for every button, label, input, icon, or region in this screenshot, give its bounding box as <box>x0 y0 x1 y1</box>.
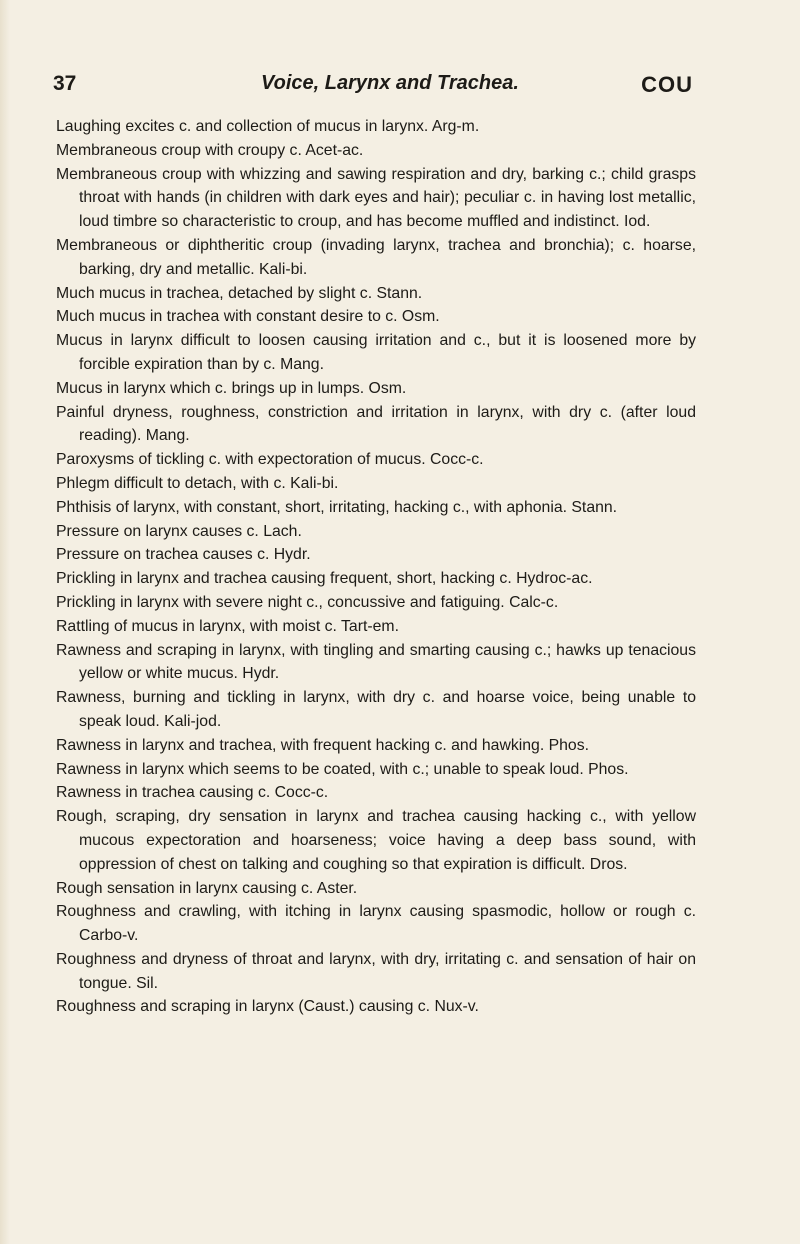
entry: Mucus in larynx difficult to loosen causing irritation and c., but it is loosened more by forcible expiration than by c. Mang. <box>56 332 696 373</box>
page-title: Voice, Larynx and Trachea. <box>261 72 519 94</box>
entry: Roughness and scraping in larynx (Caust.) causing c. Nux-v. <box>56 998 479 1016</box>
running-header <box>53 72 693 102</box>
entry: Rawness in trachea causing c. Cocc-c. <box>56 784 329 802</box>
entry: Much mucus in trachea, detached by slight c. Stann. <box>56 284 423 302</box>
entry: Roughness and crawling, with itching in larynx causing spasmodic, hollow or rough c. Carbo-v. <box>56 903 696 945</box>
section-code: COU <box>641 72 693 97</box>
entry: Membraneous croup with whizzing and sawing respiration and dry, barking c.; child grasps throat with hands (in children with dark eyes and hair); peculiar c. in having lost metallic, loud timbre so characteristic to croup, and has become muffled and indistinct. Iod. <box>56 165 696 231</box>
entry: Pressure on larynx causes c. Lach. <box>56 522 302 540</box>
entry: Phthisis of larynx, with constant, short, irritating, hacking c., with aphonia. Stann. <box>56 498 618 516</box>
entry: Membraneous or diphtheritic croup (invading larynx, trachea and bronchia); c. hoarse, barking, dry and metallic. Kali-bi. <box>56 236 696 278</box>
entry: Rough sensation in larynx causing c. Aster. <box>56 879 358 897</box>
entry: Pressure on trachea causes c. Hydr. <box>56 546 311 564</box>
entry: Rattling of mucus in larynx, with moist c. Tart-em. <box>56 617 399 635</box>
entry: Rawness in larynx and trachea, with frequent hacking c. and hawking. Phos. <box>56 736 590 754</box>
page-number: 37 <box>53 72 77 95</box>
page-binding-edge <box>0 0 10 1244</box>
entry: Painful dryness, roughness, constriction and irritation in larynx, with dry c. (after loud reading). Mang. <box>56 403 696 445</box>
entry: Prickling in larynx and trachea causing frequent, short, hacking c. Hydroc-ac. <box>56 570 593 588</box>
entry: Phlegm difficult to detach, with c. Kali-bi. <box>56 474 339 492</box>
entry: Rawness in larynx which seems to be coated, with c.; unable to speak loud. Phos. <box>56 760 629 778</box>
symptom-entries <box>56 115 696 1019</box>
entry: Roughness and dryness of throat and larynx, with dry, irritating c. and sensation of hair on tongue. Sil. <box>56 950 696 992</box>
entry: Rough, scraping, dry sensation in larynx and trachea causing hacking c., with yellow mucous expectoration and hoarseness; voice having a deep bass sound, with oppression of chest on talking and coughing so that expiration is difficult. Dros. <box>56 808 696 873</box>
entry: Prickling in larynx with severe night c., concussive and fatiguing. Calc-c. <box>56 593 559 611</box>
entry: Paroxysms of tickling c. with expectoration of mucus. Cocc-c. <box>56 451 484 469</box>
entry: Membraneous croup with croupy c. Acet-ac. <box>56 141 364 159</box>
entry: Rawness and scraping in larynx, with tingling and smarting causing c.; hawks up tenacious yellow or white mucus. Hydr. <box>56 641 696 683</box>
entry: Mucus in larynx which c. brings up in lumps. Osm. <box>56 379 407 397</box>
entry: Laughing excites c. and collection of mucus in larynx. Arg-m. <box>56 118 480 135</box>
entry: Much mucus in trachea with constant desire to c. Osm. <box>56 308 440 326</box>
entry: Rawness, burning and tickling in larynx, with dry c. and hoarse voice, being unable to speak loud. Kali-jod. <box>56 689 696 730</box>
